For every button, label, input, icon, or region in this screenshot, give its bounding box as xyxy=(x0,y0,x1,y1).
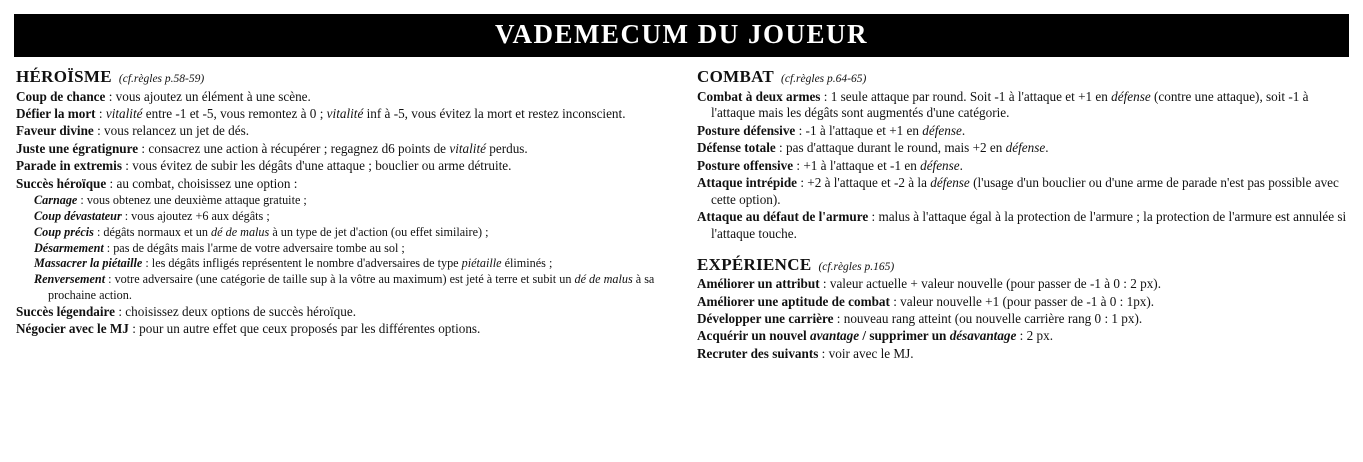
experience-entry-text: : nouveau rang atteint (ou nouvelle carrière rang 0 : 1 px). xyxy=(833,310,1143,326)
heroisme-entry-label: Désarmement xyxy=(34,240,104,255)
experience-entry-text: : valeur nouvelle +1 (pour passer de -1 à 0 : 1px). xyxy=(889,293,1155,309)
experience-entry xyxy=(697,276,1352,293)
section-title-text: HÉROÏSME xyxy=(16,67,112,86)
combat-entry-text: : -1 à l'attaque et +1 en défense. xyxy=(795,122,966,138)
experience-entry xyxy=(697,328,1352,345)
section-title-text: EXPÉRIENCE xyxy=(697,254,812,274)
heroisme-entry-text: : les dégâts infligés représentent le nombre d'adversaires de type piétaille éliminés ; xyxy=(142,256,553,271)
heroisme-entry xyxy=(16,193,671,208)
heroisme-entry-text: : vitalité entre -1 et -5, vous remontez à 0 ; vitalité inf à -5, vous évitez la mort et restez inconscient. xyxy=(95,105,626,121)
experience-entry-text: : 2 px. xyxy=(1016,328,1054,344)
heroisme-entry-label: Juste une égratignure xyxy=(16,140,139,156)
heroisme-entry-text: : votre adversaire (une catégorie de taille sup à la vôtre au maximum) est jeté à terre et subit un dé de malus à sa prochaine action. xyxy=(48,272,655,302)
heroisme-entry-label: Succès héroïque xyxy=(16,175,107,191)
section-heroisme xyxy=(16,67,671,338)
section-reference: (cf.règles p.58-59) xyxy=(118,73,205,85)
heroisme-entry xyxy=(16,241,671,256)
combat-entry-text: : malus à l'attaque égal à la protection de l'armure ; la protection de l'armure est annulée si l'attaque touche. xyxy=(711,209,1347,242)
experience-entry xyxy=(697,311,1352,328)
heroisme-entry-label: Défier la mort xyxy=(16,105,96,121)
experience-entry-label: Développer une carrière xyxy=(697,310,834,326)
page-title-bar xyxy=(14,14,1349,57)
section-heading-heroisme xyxy=(16,67,671,87)
experience-entry-label: Acquérir un nouvel avantage / supprimer un désavantage xyxy=(697,328,1017,344)
combat-entry xyxy=(697,175,1352,209)
heroisme-entry-label: Parade in extremis xyxy=(16,158,122,174)
right-column xyxy=(697,67,1352,363)
section-spacer xyxy=(697,244,1352,255)
combat-entry-text: : +2 à l'attaque et -2 à la défense (l'usage d'un bouclier ou d'une arme de parade n'est pas possible avec cette option). xyxy=(711,175,1339,207)
heroisme-entry-label: Carnage xyxy=(34,192,78,207)
heroisme-entry xyxy=(16,304,671,321)
heroisme-entry-label: Négocier avec le MJ xyxy=(16,320,129,336)
combat-entry-text: : +1 à l'attaque et -1 en défense. xyxy=(793,157,963,173)
heroisme-entry-text: : dégâts normaux et un dé de malus à un type de jet d'action (ou effet similaire) ; xyxy=(93,224,489,239)
section-combat xyxy=(697,67,1352,243)
heroisme-entry-text: : pas de dégâts mais l'arme de votre adversaire tombe au sol ; xyxy=(103,240,405,255)
heroisme-entry-text: : consacrez une action à récupérer ; regagnez d6 points de vitalité perdus. xyxy=(138,140,528,156)
heroisme-entry-text: : vous obtenez une deuxième attaque gratuite ; xyxy=(77,192,307,207)
heroisme-entry xyxy=(16,321,671,338)
section-heading-experience xyxy=(697,255,1352,275)
experience-entry-list xyxy=(697,276,1352,362)
heroisme-entry-label: Succès légendaire xyxy=(16,303,116,319)
combat-entry-label: Combat à deux armes xyxy=(697,88,821,104)
heroisme-entry xyxy=(16,89,671,106)
experience-entry-label: Améliorer une aptitude de combat xyxy=(697,293,890,309)
vademecum-page xyxy=(0,14,1363,462)
combat-entry xyxy=(697,123,1352,140)
combat-entry-label: Attaque au défaut de l'armure xyxy=(697,209,869,225)
heroisme-entry xyxy=(16,141,671,158)
section-reference: (cf.règles p.64-65) xyxy=(781,73,867,85)
combat-entry-label: Attaque intrépide xyxy=(697,175,798,190)
heroisme-entry-text: : vous ajoutez un élément à une scène. xyxy=(105,88,311,104)
combat-entry xyxy=(697,89,1352,123)
heroisme-entry xyxy=(16,209,671,224)
experience-entry-text: : valeur actuelle + valeur nouvelle (pour passer de -1 à 0 : 2 px). xyxy=(819,276,1161,292)
heroisme-entry-text: : choisissez deux options de succès héroïque. xyxy=(115,303,356,319)
heroisme-entry-text: : vous relancez un jet de dés. xyxy=(93,123,250,139)
combat-entry-text: : 1 seule attaque par round. Soit -1 à l'attaque et +1 en défense (contre une attaque), soit -1 à l'attaque mais les dégâts sont augmentés d'une catégorie. xyxy=(711,88,1309,121)
section-heading-combat xyxy=(697,67,1352,87)
left-column xyxy=(16,67,671,363)
heroisme-entry xyxy=(16,106,671,123)
heroisme-entry-label: Coup dévastateur xyxy=(34,208,122,223)
heroisme-entry-label: Massacrer la piétaille xyxy=(34,256,143,271)
combat-entry xyxy=(697,209,1352,243)
heroisme-entry xyxy=(16,225,671,240)
combat-entry-list xyxy=(697,89,1352,244)
combat-entry-label: Posture défensive xyxy=(697,122,796,138)
page-title: VADEMECUM DU JOUEUR xyxy=(494,19,868,49)
heroisme-entry-text: : vous ajoutez +6 aux dégâts ; xyxy=(121,208,270,223)
section-title-text: COMBAT xyxy=(697,67,775,86)
combat-entry-label: Posture offensive xyxy=(697,157,794,173)
section-experience xyxy=(697,255,1352,363)
experience-entry xyxy=(697,346,1352,363)
experience-entry-label: Améliorer un attribut xyxy=(697,276,820,292)
combat-entry xyxy=(697,140,1352,157)
heroisme-entry-label: Coup précis xyxy=(34,224,94,239)
experience-entry xyxy=(697,294,1352,311)
heroisme-entry-text: : vous évitez de subir les dégâts d'une attaque ; bouclier ou arme détruite. xyxy=(121,158,512,174)
heroisme-entry-label: Renversement xyxy=(34,272,106,287)
combat-entry xyxy=(697,158,1352,175)
heroisme-entry-text: : pour un autre effet que ceux proposés par les différentes options. xyxy=(128,320,481,336)
experience-entry-label: Recruter des suivants xyxy=(697,345,819,361)
heroisme-entry xyxy=(16,123,671,140)
heroisme-entry xyxy=(16,272,671,303)
heroisme-entry xyxy=(16,158,671,175)
heroisme-entry-list xyxy=(16,89,671,338)
experience-entry-text: : voir avec le MJ. xyxy=(818,345,914,361)
section-reference: (cf.règles p.165) xyxy=(818,260,895,273)
combat-entry-label: Défense totale xyxy=(697,140,776,156)
heroisme-entry xyxy=(16,176,671,193)
heroisme-entry xyxy=(16,256,671,271)
heroisme-entry-label: Faveur divine xyxy=(16,123,94,139)
content-columns xyxy=(0,57,1363,363)
heroisme-entry-label: Coup de chance xyxy=(16,88,106,104)
heroisme-entry-text: : au combat, choisissez une option : xyxy=(106,175,298,191)
combat-entry-text: : pas d'attaque durant le round, mais +2 en défense. xyxy=(775,140,1049,156)
